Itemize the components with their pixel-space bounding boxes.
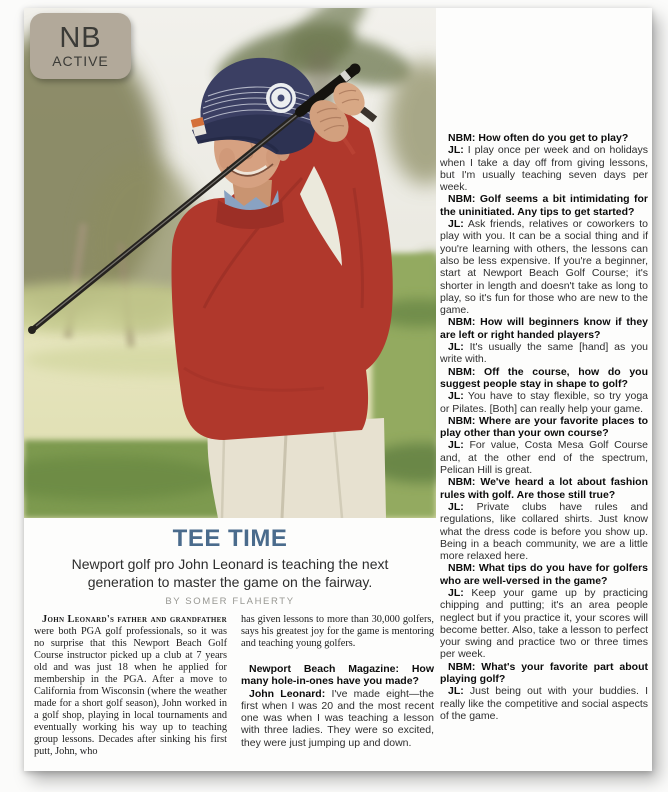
- answer-label: JL:: [448, 500, 464, 513]
- magazine-page: [24, 8, 652, 771]
- first-question: Newport Beach Magazine: How many hole-in-ones have you made?: [241, 663, 434, 688]
- answer-label: JL:: [448, 439, 464, 452]
- answer-text: Private clubs have rules and regulations, like collared shirts. Just know what the dress code is before you show up. Being in a beach community, we are a little more relaxed here.: [440, 500, 649, 563]
- interview-question: NBM: Golf seems a bit intimidating for the uninitiated. Any tips to get started?: [440, 193, 648, 218]
- answer-text: Ask friends, relatives or coworkers to play with you. It can be a social thing and if you're learning with others, the lessons can also be less expensive. If you're a beginner, start at Newport Beach Golf Course; it's shorter in length and doesn't take as long to play, so it's fun for those who are new to the game.: [440, 218, 648, 317]
- badge-active-text: ACTIVE: [52, 52, 109, 69]
- golfer-photo-illustration: [24, 8, 436, 518]
- first-answer-label: John Leonard:: [249, 687, 326, 700]
- interview-answer: [440, 390, 648, 415]
- qa-column: [440, 132, 648, 722]
- intro-column-1: [34, 614, 227, 758]
- interview-answer: [440, 587, 648, 661]
- intro-text-col1: were both PGA golf professionals, so it was no surprise that this Newport Beach Golf Course instructor picked up a club at 7 years old and was just 18 when he applied for membership in the PGA. After a move to California from Wisconsin (where the weather made for a short golf season), John worked in a golf shop, playing in local tournaments and eventually working his way up to teaching group lessons. Decades after sinking his first putt, John, who: [34, 626, 227, 757]
- interview-question: NBM: We've heard a lot about fashion rules with golf. Are those still true?: [440, 476, 648, 501]
- lead-smallcaps: John Leonard's father and grandfather: [42, 614, 227, 625]
- interview-question: NBM: How will beginners know if they are left or right handed players?: [440, 316, 648, 341]
- intro-column-2: [241, 614, 434, 758]
- answer-text: I play once per week and on holidays when I take a day off from giving lessons, but I'm usually teaching seven days per week.: [440, 144, 649, 194]
- answer-text: You have to stay flexible, so try yoga or Pilates. [Both] can really help your game.: [440, 390, 649, 415]
- answer-label: JL:: [448, 586, 464, 599]
- badge-nb-text: NB: [59, 21, 102, 54]
- intro-paragraph: [34, 614, 227, 758]
- answer-text: Keep your game up by practicing chipping and putting; it's an area people neglect but if you practice it, your scores will become better. Also, take a lesson to perfect your swing and practice two or three times per week.: [440, 586, 648, 661]
- interview-answer: [440, 144, 648, 193]
- byline: BY SOMER FLAHERTY: [165, 596, 295, 607]
- answer-label: JL:: [448, 218, 464, 231]
- first-answer-text: I've made eight—the first when I was 20 and the most recent one was when I was teaching a lesson with three ladies. They were so excited, they were just jumping up and down.: [241, 687, 434, 749]
- article-title: TEE TIME: [172, 525, 288, 552]
- interview-answer: [440, 501, 648, 562]
- answer-label: JL:: [448, 685, 464, 698]
- interview-answer: [440, 341, 648, 366]
- intro-continuation: has given lessons to more than 30,000 golfers, says his greatest joy for the game is mentoring and teaching young golfers.: [241, 614, 434, 649]
- interview-question: NBM: What tips do you have for golfers who are well-versed in the game?: [440, 562, 648, 587]
- first-answer: [241, 688, 434, 749]
- interview-answer: [440, 218, 648, 316]
- interview-question: NBM: Where are your favorite places to play other than your own course?: [440, 414, 648, 440]
- nb-active-badge: [30, 13, 131, 79]
- answer-text: Just being out with your buddies. I really like the competitive and social aspects of the game.: [440, 685, 648, 722]
- golfer-photo: [24, 8, 436, 518]
- interview-answer: [440, 439, 648, 476]
- answer-label: JL:: [448, 144, 464, 157]
- answer-label: JL:: [448, 341, 464, 354]
- answer-text: It's usually the same [hand] as you write with.: [440, 341, 648, 366]
- interview-question: NBM: Off the course, how do you suggest people stay in shape to golf?: [440, 365, 648, 390]
- intro-columns: [34, 614, 434, 758]
- interview-answer: [440, 685, 648, 722]
- interview-question: NBM: What's your favorite part about playing golf?: [440, 660, 648, 686]
- interview-question: NBM: How often do you get to play?: [448, 132, 629, 144]
- article-subtitle: Newport golf pro John Leonard is teaching the next generation to master the game on the fairway.: [71, 556, 389, 590]
- answer-text: For value, Costa Mesa Golf Course and, at the other end of the spectrum, Pelican Hill is great.: [440, 439, 648, 477]
- answer-label: JL:: [448, 390, 464, 403]
- title-block: [24, 526, 436, 607]
